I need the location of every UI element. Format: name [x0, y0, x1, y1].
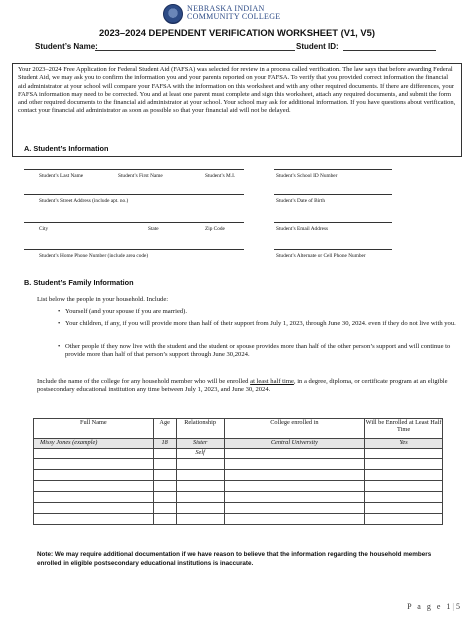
empty-rows: [34, 459, 443, 525]
table-cell[interactable]: [365, 514, 443, 525]
table-cell[interactable]: [34, 514, 154, 525]
student-id-field[interactable]: [343, 50, 436, 51]
table-cell[interactable]: [224, 492, 365, 503]
table-row[interactable]: [34, 514, 443, 525]
table-cell[interactable]: [365, 492, 443, 503]
alt-phone-line[interactable]: [274, 249, 392, 250]
example-age: 18: [153, 439, 176, 449]
table-cell[interactable]: [153, 481, 176, 492]
bullet-icon: •: [58, 343, 61, 350]
page-title: 2023–2024 DEPENDENT VERIFICATION WORKSHEET (V1, V5): [99, 27, 375, 38]
self-college-cell[interactable]: [224, 449, 365, 459]
table-row[interactable]: [34, 492, 443, 503]
table-cell[interactable]: [224, 459, 365, 470]
zip-label: Zip Code: [205, 226, 225, 232]
table-cell[interactable]: [34, 459, 154, 470]
self-half-time-cell[interactable]: [365, 449, 443, 459]
school-id-label: Student’s School ID Number: [276, 173, 338, 179]
table-row[interactable]: [34, 481, 443, 492]
bullet-icon: •: [58, 308, 61, 315]
col-college: College enrolled in: [224, 419, 365, 439]
table-cell[interactable]: [365, 459, 443, 470]
school-id-line[interactable]: [274, 169, 392, 170]
example-half-time: Yes: [365, 439, 443, 449]
logo-text: NEBRASKA INDIAN COMMUNITY COLLEGE: [187, 4, 281, 21]
city-line[interactable]: [24, 222, 244, 223]
table-row[interactable]: [34, 459, 443, 470]
col-age: Age: [153, 419, 176, 439]
intro-box: [12, 63, 462, 157]
table-cell[interactable]: [224, 470, 365, 481]
example-college: Central University: [224, 439, 365, 449]
table-cell[interactable]: [153, 492, 176, 503]
section-a-title: A. Student’s Information: [24, 144, 109, 153]
email-label: Student’s Email Address: [276, 226, 329, 232]
college-seal-icon: [163, 4, 183, 24]
table-cell[interactable]: [153, 503, 176, 514]
student-name-field[interactable]: [95, 50, 295, 51]
page-number: P a g e 1|5: [407, 602, 462, 611]
bullet-item: [58, 320, 465, 328]
example-relationship: Sister: [176, 439, 224, 449]
self-row[interactable]: [34, 449, 443, 459]
dob-line[interactable]: [274, 194, 392, 195]
college-logo: [163, 4, 323, 24]
table-cell[interactable]: [34, 492, 154, 503]
section-b-title: B. Student’s Family Information: [24, 278, 134, 287]
last-name-label: Student’s Last Name: [39, 173, 84, 179]
bullet-item: [58, 343, 465, 360]
self-age-cell[interactable]: [153, 449, 176, 459]
student-id-label: Student ID:: [296, 42, 339, 51]
city-label: City: [39, 226, 49, 232]
name-line[interactable]: [24, 169, 244, 170]
bullet-item: [58, 308, 465, 316]
bullet-icon: •: [58, 320, 61, 327]
table-cell[interactable]: [365, 470, 443, 481]
table-cell[interactable]: [34, 503, 154, 514]
table-cell[interactable]: [153, 470, 176, 481]
table-cell[interactable]: [365, 481, 443, 492]
example-row: [34, 439, 443, 449]
table-cell[interactable]: [176, 459, 224, 470]
email-line[interactable]: [274, 222, 392, 223]
table-cell[interactable]: [224, 481, 365, 492]
documentation-note: Note: We may require additional documentation if we have reason to believe that the information regarding the household members enrolled in eligible postsecondary educational institutions is inaccurate.: [37, 551, 432, 567]
college-note: Include the name of the college for any household member who will be enrolled at least half time, in a degree, diploma, or certificate program at an eligible postsecondary educational institution any time between July 1, 2023, and June 30, 2024.: [37, 378, 448, 394]
table-cell[interactable]: [176, 492, 224, 503]
table-cell[interactable]: [34, 481, 154, 492]
street-label: Student’s Street Address (include apt. no.): [39, 198, 129, 204]
bullet-text: Your children, if any, if you will provide more than half of their support from July 1, 2023, through June 30, 2024. even if they do not live with you.: [65, 320, 456, 327]
table-cell[interactable]: [153, 459, 176, 470]
table-header-row: [34, 419, 443, 439]
col-half-time: Will be Enrolled at Least Half Time: [365, 419, 443, 439]
self-relationship-cell: Self: [176, 449, 224, 459]
home-phone-label: Student’s Home Phone Number (include area code): [39, 253, 149, 259]
table-cell[interactable]: [176, 514, 224, 525]
street-line[interactable]: [24, 194, 244, 195]
table-cell[interactable]: [176, 481, 224, 492]
table-cell[interactable]: [176, 503, 224, 514]
student-name-label: Student’s Name:: [35, 42, 98, 51]
bullet-text: Yourself (and your spouse if you are married).: [65, 308, 188, 315]
table-cell[interactable]: [224, 503, 365, 514]
table-cell[interactable]: [153, 514, 176, 525]
dob-label: Student’s Date of Birth: [276, 198, 325, 204]
table-row[interactable]: [34, 503, 443, 514]
table-cell[interactable]: [365, 503, 443, 514]
intro-text: Your 2023–2024 Free Application for Federal Student Aid (FAFSA) was selected for review in a process called verification. The law says that before awarding Federal Student Aid, we may ask you to confirm the information you and your parents reported on your FAFSA. To verify that you provided correct information the financial aid administrator at your school will compare your FAFSA with the information on this worksheet and with any other required documents. If there are differences, your FAFSA information may need to be corrected. You and at least one parent must complete and sign this worksheet, attach any required documents, and submit the form and other required documents to the financial aid administrator at your school. Your school may ask for additional information. If you have questions about verification, contact your financial aid administrator as soon as possible so that your financial aid will not be delayed.: [18, 66, 456, 115]
table-row[interactable]: [34, 470, 443, 481]
state-label: State: [148, 226, 159, 232]
list-intro: List below the people in your household. Include:: [37, 296, 169, 303]
table-cell[interactable]: [34, 470, 154, 481]
mi-label: Student’s M.I.: [205, 173, 236, 179]
alt-phone-label: Student’s Alternate or Cell Phone Number: [276, 253, 366, 259]
self-name-cell[interactable]: [34, 449, 154, 459]
bullet-text: Other people if they now live with the student and the student or spouse provides more than half of the other person’s support and will continue to provide more than half of that person’s support through June 30,2024.: [65, 343, 451, 359]
home-phone-line[interactable]: [24, 249, 244, 250]
example-name: Missy Jones (example): [34, 439, 154, 449]
table-cell[interactable]: [176, 470, 224, 481]
table-cell[interactable]: [224, 514, 365, 525]
household-table: [33, 418, 443, 525]
first-name-label: Student’s First Name: [118, 173, 163, 179]
col-relationship: Relationship: [176, 419, 224, 439]
col-full-name: Full Name: [34, 419, 154, 439]
